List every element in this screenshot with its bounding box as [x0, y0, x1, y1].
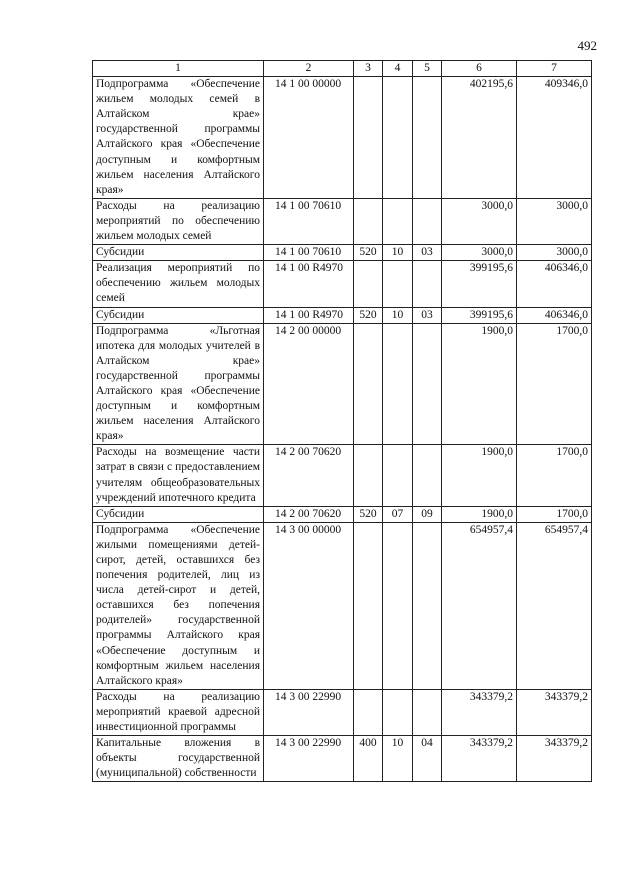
row-col-3 — [354, 198, 383, 244]
table-row — [93, 522, 592, 689]
row-value-6: 3000,0 — [442, 198, 517, 244]
row-col-5 — [413, 522, 442, 689]
row-code: 14 1 00 70610 — [264, 198, 354, 244]
row-value-6: 1900,0 — [442, 445, 517, 506]
row-col-4: 10 — [383, 307, 413, 323]
budget-table — [92, 60, 592, 782]
header-col-7: 7 — [517, 61, 592, 77]
row-value-7: 3000,0 — [517, 198, 592, 244]
row-name: Субсидии — [93, 245, 264, 261]
row-value-6: 402195,6 — [442, 77, 517, 199]
row-col-5: 09 — [413, 506, 442, 522]
row-name: Субсидии — [93, 307, 264, 323]
row-col-5: 03 — [413, 307, 442, 323]
row-col-3 — [354, 323, 383, 445]
row-col-5: 04 — [413, 736, 442, 782]
row-col-4 — [383, 323, 413, 445]
row-code: 14 2 00 00000 — [264, 323, 354, 445]
row-col-3: 520 — [354, 307, 383, 323]
row-name: Подпрограмма «Обеспечение жильем молодых семей в Алтайском крае» государственной программы Алтайского края «Обеспечение доступным и комфортным жильем населения Алтайского края» — [93, 77, 264, 199]
row-col-3 — [354, 445, 383, 506]
row-col-4: 10 — [383, 736, 413, 782]
row-col-3: 400 — [354, 736, 383, 782]
row-col-5 — [413, 77, 442, 199]
row-name: Капитальные вложения в объекты государственной (муниципальной) собственности — [93, 736, 264, 782]
row-value-7: 406346,0 — [517, 307, 592, 323]
table-row — [93, 307, 592, 323]
row-code: 14 1 00 R4970 — [264, 261, 354, 307]
row-col-3 — [354, 522, 383, 689]
row-col-5 — [413, 198, 442, 244]
header-col-3: 3 — [354, 61, 383, 77]
row-name: Расходы на возмещение части затрат в связи с предоставлением учителям общеобразовательных учреждений ипотечного кредита — [93, 445, 264, 506]
row-col-4 — [383, 522, 413, 689]
row-value-7: 406346,0 — [517, 261, 592, 307]
table-row — [93, 198, 592, 244]
row-code: 14 1 00 70610 — [264, 245, 354, 261]
row-name: Реализация мероприятий по обеспечению жильем молодых семей — [93, 261, 264, 307]
row-col-4 — [383, 261, 413, 307]
row-value-7: 343379,2 — [517, 736, 592, 782]
row-col-4: 10 — [383, 245, 413, 261]
row-value-6: 399195,6 — [442, 307, 517, 323]
header-col-5: 5 — [413, 61, 442, 77]
row-value-6: 343379,2 — [442, 736, 517, 782]
row-name: Расходы на реализацию мероприятий по обеспечению жильем молодых семей — [93, 198, 264, 244]
row-value-7: 1700,0 — [517, 445, 592, 506]
row-code: 14 3 00 00000 — [264, 522, 354, 689]
row-col-4 — [383, 689, 413, 735]
row-col-5 — [413, 261, 442, 307]
row-col-4 — [383, 198, 413, 244]
row-value-6: 654957,4 — [442, 522, 517, 689]
row-code: 14 2 00 70620 — [264, 445, 354, 506]
header-row — [93, 61, 592, 77]
header-col-2: 2 — [264, 61, 354, 77]
row-value-6: 1900,0 — [442, 506, 517, 522]
row-value-7: 1700,0 — [517, 323, 592, 445]
row-value-7: 1700,0 — [517, 506, 592, 522]
row-col-3: 520 — [354, 245, 383, 261]
row-col-3 — [354, 261, 383, 307]
table-row — [93, 323, 592, 445]
row-col-4: 07 — [383, 506, 413, 522]
row-value-6: 343379,2 — [442, 689, 517, 735]
row-value-6: 3000,0 — [442, 245, 517, 261]
row-col-5 — [413, 445, 442, 506]
table-row — [93, 245, 592, 261]
row-code: 14 3 00 22990 — [264, 736, 354, 782]
page-number: 492 — [577, 38, 597, 53]
row-value-7: 343379,2 — [517, 689, 592, 735]
row-name: Подпрограмма «Обеспечение жилыми помещениями детей-сирот, детей, оставшихся без попечения родителей, лиц из числа детей-сирот и детей, оставшихся без попечения родителей» государственной программы Алтайского края «Обеспечение доступным и комфортным жильем населения Алтайского края» — [93, 522, 264, 689]
row-col-3 — [354, 77, 383, 199]
table-row — [93, 445, 592, 506]
row-code: 14 2 00 70620 — [264, 506, 354, 522]
row-code: 14 1 00 00000 — [264, 77, 354, 199]
row-name: Субсидии — [93, 506, 264, 522]
row-col-5 — [413, 689, 442, 735]
row-value-6: 1900,0 — [442, 323, 517, 445]
row-col-5 — [413, 323, 442, 445]
row-value-6: 399195,6 — [442, 261, 517, 307]
row-code: 14 3 00 22990 — [264, 689, 354, 735]
row-value-7: 409346,0 — [517, 77, 592, 199]
table-row — [93, 736, 592, 782]
row-value-7: 3000,0 — [517, 245, 592, 261]
row-value-7: 654957,4 — [517, 522, 592, 689]
table-row — [93, 506, 592, 522]
row-code: 14 1 00 R4970 — [264, 307, 354, 323]
header-col-6: 6 — [442, 61, 517, 77]
row-col-5: 03 — [413, 245, 442, 261]
table-row — [93, 77, 592, 199]
header-col-4: 4 — [383, 61, 413, 77]
table-row — [93, 689, 592, 735]
row-col-4 — [383, 445, 413, 506]
header-col-1: 1 — [93, 61, 264, 77]
row-col-3 — [354, 689, 383, 735]
table-row — [93, 261, 592, 307]
row-col-3: 520 — [354, 506, 383, 522]
row-col-4 — [383, 77, 413, 199]
row-name: Расходы на реализацию мероприятий краевой адресной инвестиционной программы — [93, 689, 264, 735]
row-name: Подпрограмма «Льготная ипотека для молодых учителей в Алтайском крае» государственной программы Алтайского края «Обеспечение доступным и комфортным жильем населения Алтайского края» — [93, 323, 264, 445]
